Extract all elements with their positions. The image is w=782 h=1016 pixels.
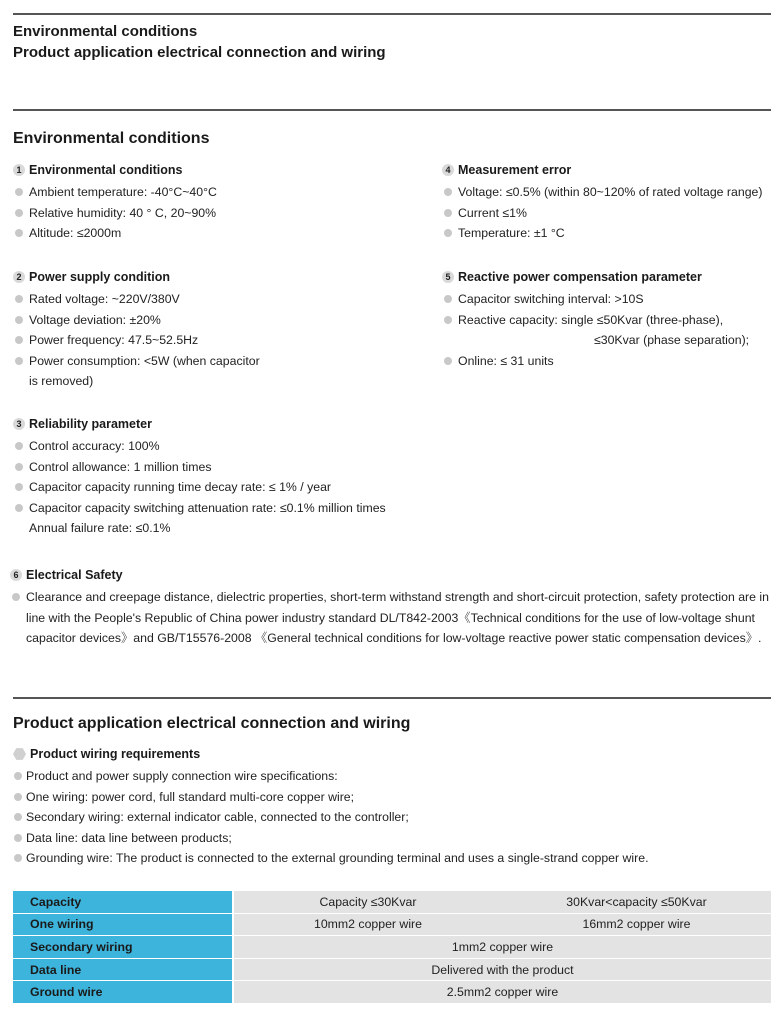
list-item: Capacitor switching interval: >10S bbox=[442, 289, 749, 310]
list-item-line: ≤30Kvar (phase separation); bbox=[594, 333, 750, 347]
top-divider bbox=[13, 13, 771, 15]
row-label: Secondary wiring bbox=[13, 936, 233, 959]
section-reliability-parameter bbox=[13, 417, 386, 539]
section-title-text: Reactive power compensation parameter bbox=[458, 270, 702, 284]
section-title bbox=[13, 747, 649, 761]
bullet-list bbox=[13, 182, 217, 244]
section-electrical-safety bbox=[10, 568, 772, 649]
list-item: Ambient temperature: -40°C~40°C bbox=[13, 182, 217, 203]
number-badge: 5 bbox=[442, 271, 454, 283]
list-item: Altitude: ≤2000m bbox=[13, 223, 217, 244]
section-title bbox=[10, 568, 772, 582]
list-item: Control allowance: 1 million times bbox=[13, 457, 386, 478]
number-badge: 3 bbox=[13, 418, 25, 430]
number-badge: 4 bbox=[442, 164, 454, 176]
section-divider-environment bbox=[13, 109, 771, 111]
list-item: Product and power supply connection wire specifications: bbox=[13, 766, 649, 787]
row-label: One wiring bbox=[13, 913, 233, 936]
bullet-list bbox=[13, 436, 386, 539]
table-cell: 1mm2 copper wire bbox=[233, 936, 771, 959]
bullet-list bbox=[13, 766, 649, 869]
list-item: Online: ≤ 31 units bbox=[442, 351, 749, 372]
hexagon-icon bbox=[13, 748, 26, 761]
toc-link-environmental-conditions[interactable]: Environmental conditions bbox=[13, 23, 198, 40]
toc bbox=[13, 21, 386, 63]
row-label: Data line bbox=[13, 958, 233, 981]
list-item: Control accuracy: 100% bbox=[13, 436, 386, 457]
section-environmental-conditions bbox=[13, 163, 217, 244]
section-title bbox=[442, 270, 749, 284]
list-item bbox=[442, 310, 749, 351]
list-item bbox=[13, 351, 260, 392]
list-item-line: Annual failure rate: ≤0.1% bbox=[29, 521, 171, 535]
table-row bbox=[13, 981, 771, 1004]
wiring-spec-table bbox=[13, 891, 771, 1004]
list-item-line: Power consumption: <5W (when capacitor bbox=[29, 353, 260, 368]
row-label: Ground wire bbox=[13, 981, 233, 1004]
section-title bbox=[13, 270, 260, 284]
list-item-line: Capacitor capacity switching attenuation rate: ≤0.1% million times bbox=[29, 500, 386, 515]
list-item: Rated voltage: ~220V/380V bbox=[13, 289, 260, 310]
section-title-text: Electrical Safety bbox=[26, 568, 123, 582]
list-item-line: is removed) bbox=[29, 374, 94, 388]
table-cell: 30Kvar<capacity ≤50Kvar bbox=[502, 891, 771, 913]
number-badge: 2 bbox=[13, 271, 25, 283]
row-label: Capacity bbox=[13, 891, 233, 913]
number-badge: 1 bbox=[13, 164, 25, 176]
list-item: Current ≤1% bbox=[442, 203, 762, 224]
list-item bbox=[13, 498, 386, 539]
section-title-text: Power supply condition bbox=[29, 270, 170, 284]
section-measurement-error bbox=[442, 163, 762, 244]
list-item: Power frequency: 47.5~52.5Hz bbox=[13, 330, 260, 351]
section-title bbox=[442, 163, 762, 177]
table-cell: 16mm2 copper wire bbox=[502, 913, 771, 936]
bullet-list bbox=[442, 289, 749, 371]
table-cell: 10mm2 copper wire bbox=[233, 913, 502, 936]
section-title-text: Reliability parameter bbox=[29, 417, 152, 431]
list-item: Voltage: ≤0.5% (within 80~120% of rated voltage range) bbox=[442, 182, 762, 203]
bullet-list bbox=[10, 587, 772, 649]
section-title bbox=[13, 417, 386, 431]
table-row bbox=[13, 891, 771, 913]
section-title-text: Environmental conditions bbox=[29, 163, 183, 177]
table-row bbox=[13, 958, 771, 981]
section-heading-environment: Environmental conditions bbox=[13, 130, 210, 147]
bullet-list bbox=[442, 182, 762, 244]
section-divider-wiring bbox=[13, 697, 771, 699]
list-item: Capacitor capacity running time decay rate: ≤ 1% / year bbox=[13, 477, 386, 498]
section-title-text: Product wiring requirements bbox=[30, 747, 201, 761]
list-item: One wiring: power cord, full standard multi-core copper wire; bbox=[13, 787, 649, 808]
section-reactive-power-compensation bbox=[442, 270, 749, 371]
table-cell: Delivered with the product bbox=[233, 958, 771, 981]
list-item: Temperature: ±1 °C bbox=[442, 223, 762, 244]
list-item: Secondary wiring: external indicator cable, connected to the controller; bbox=[13, 807, 649, 828]
list-item: Data line: data line between products; bbox=[13, 828, 649, 849]
list-item: Relative humidity: 40 ° C, 20~90% bbox=[13, 203, 217, 224]
table-cell: Capacity ≤30Kvar bbox=[233, 891, 502, 913]
table-row bbox=[13, 936, 771, 959]
list-item: Voltage deviation: ±20% bbox=[13, 310, 260, 331]
bullet-list bbox=[13, 289, 260, 392]
toc-link-electrical-connection[interactable]: Product application electrical connection and wiring bbox=[13, 44, 386, 61]
section-power-supply-condition bbox=[13, 270, 260, 392]
list-item: Grounding wire: The product is connected to the external grounding terminal and uses a single-strand copper wire. bbox=[13, 848, 649, 869]
number-badge: 6 bbox=[10, 569, 22, 581]
section-heading-wiring: Product application electrical connection and wiring bbox=[13, 715, 411, 732]
section-title-text: Measurement error bbox=[458, 163, 572, 177]
table-row bbox=[13, 913, 771, 936]
table-cell: 2.5mm2 copper wire bbox=[233, 981, 771, 1004]
list-item-line: Reactive capacity: single ≤50Kvar (three-phase), bbox=[458, 312, 724, 327]
section-title bbox=[13, 163, 217, 177]
section-product-wiring-requirements bbox=[13, 747, 649, 869]
list-item: Clearance and creepage distance, dielectric properties, short-term withstand strength and short-circuit protection, safety protection are in line with the People's Republic of China power industry standard DL/T842-2003《Technical conditions for the use of low-voltage shunt capacitor devices》and GB/T15576-2008 《General technical conditions for low-voltage reactive power static compensation devices》. bbox=[10, 587, 772, 649]
